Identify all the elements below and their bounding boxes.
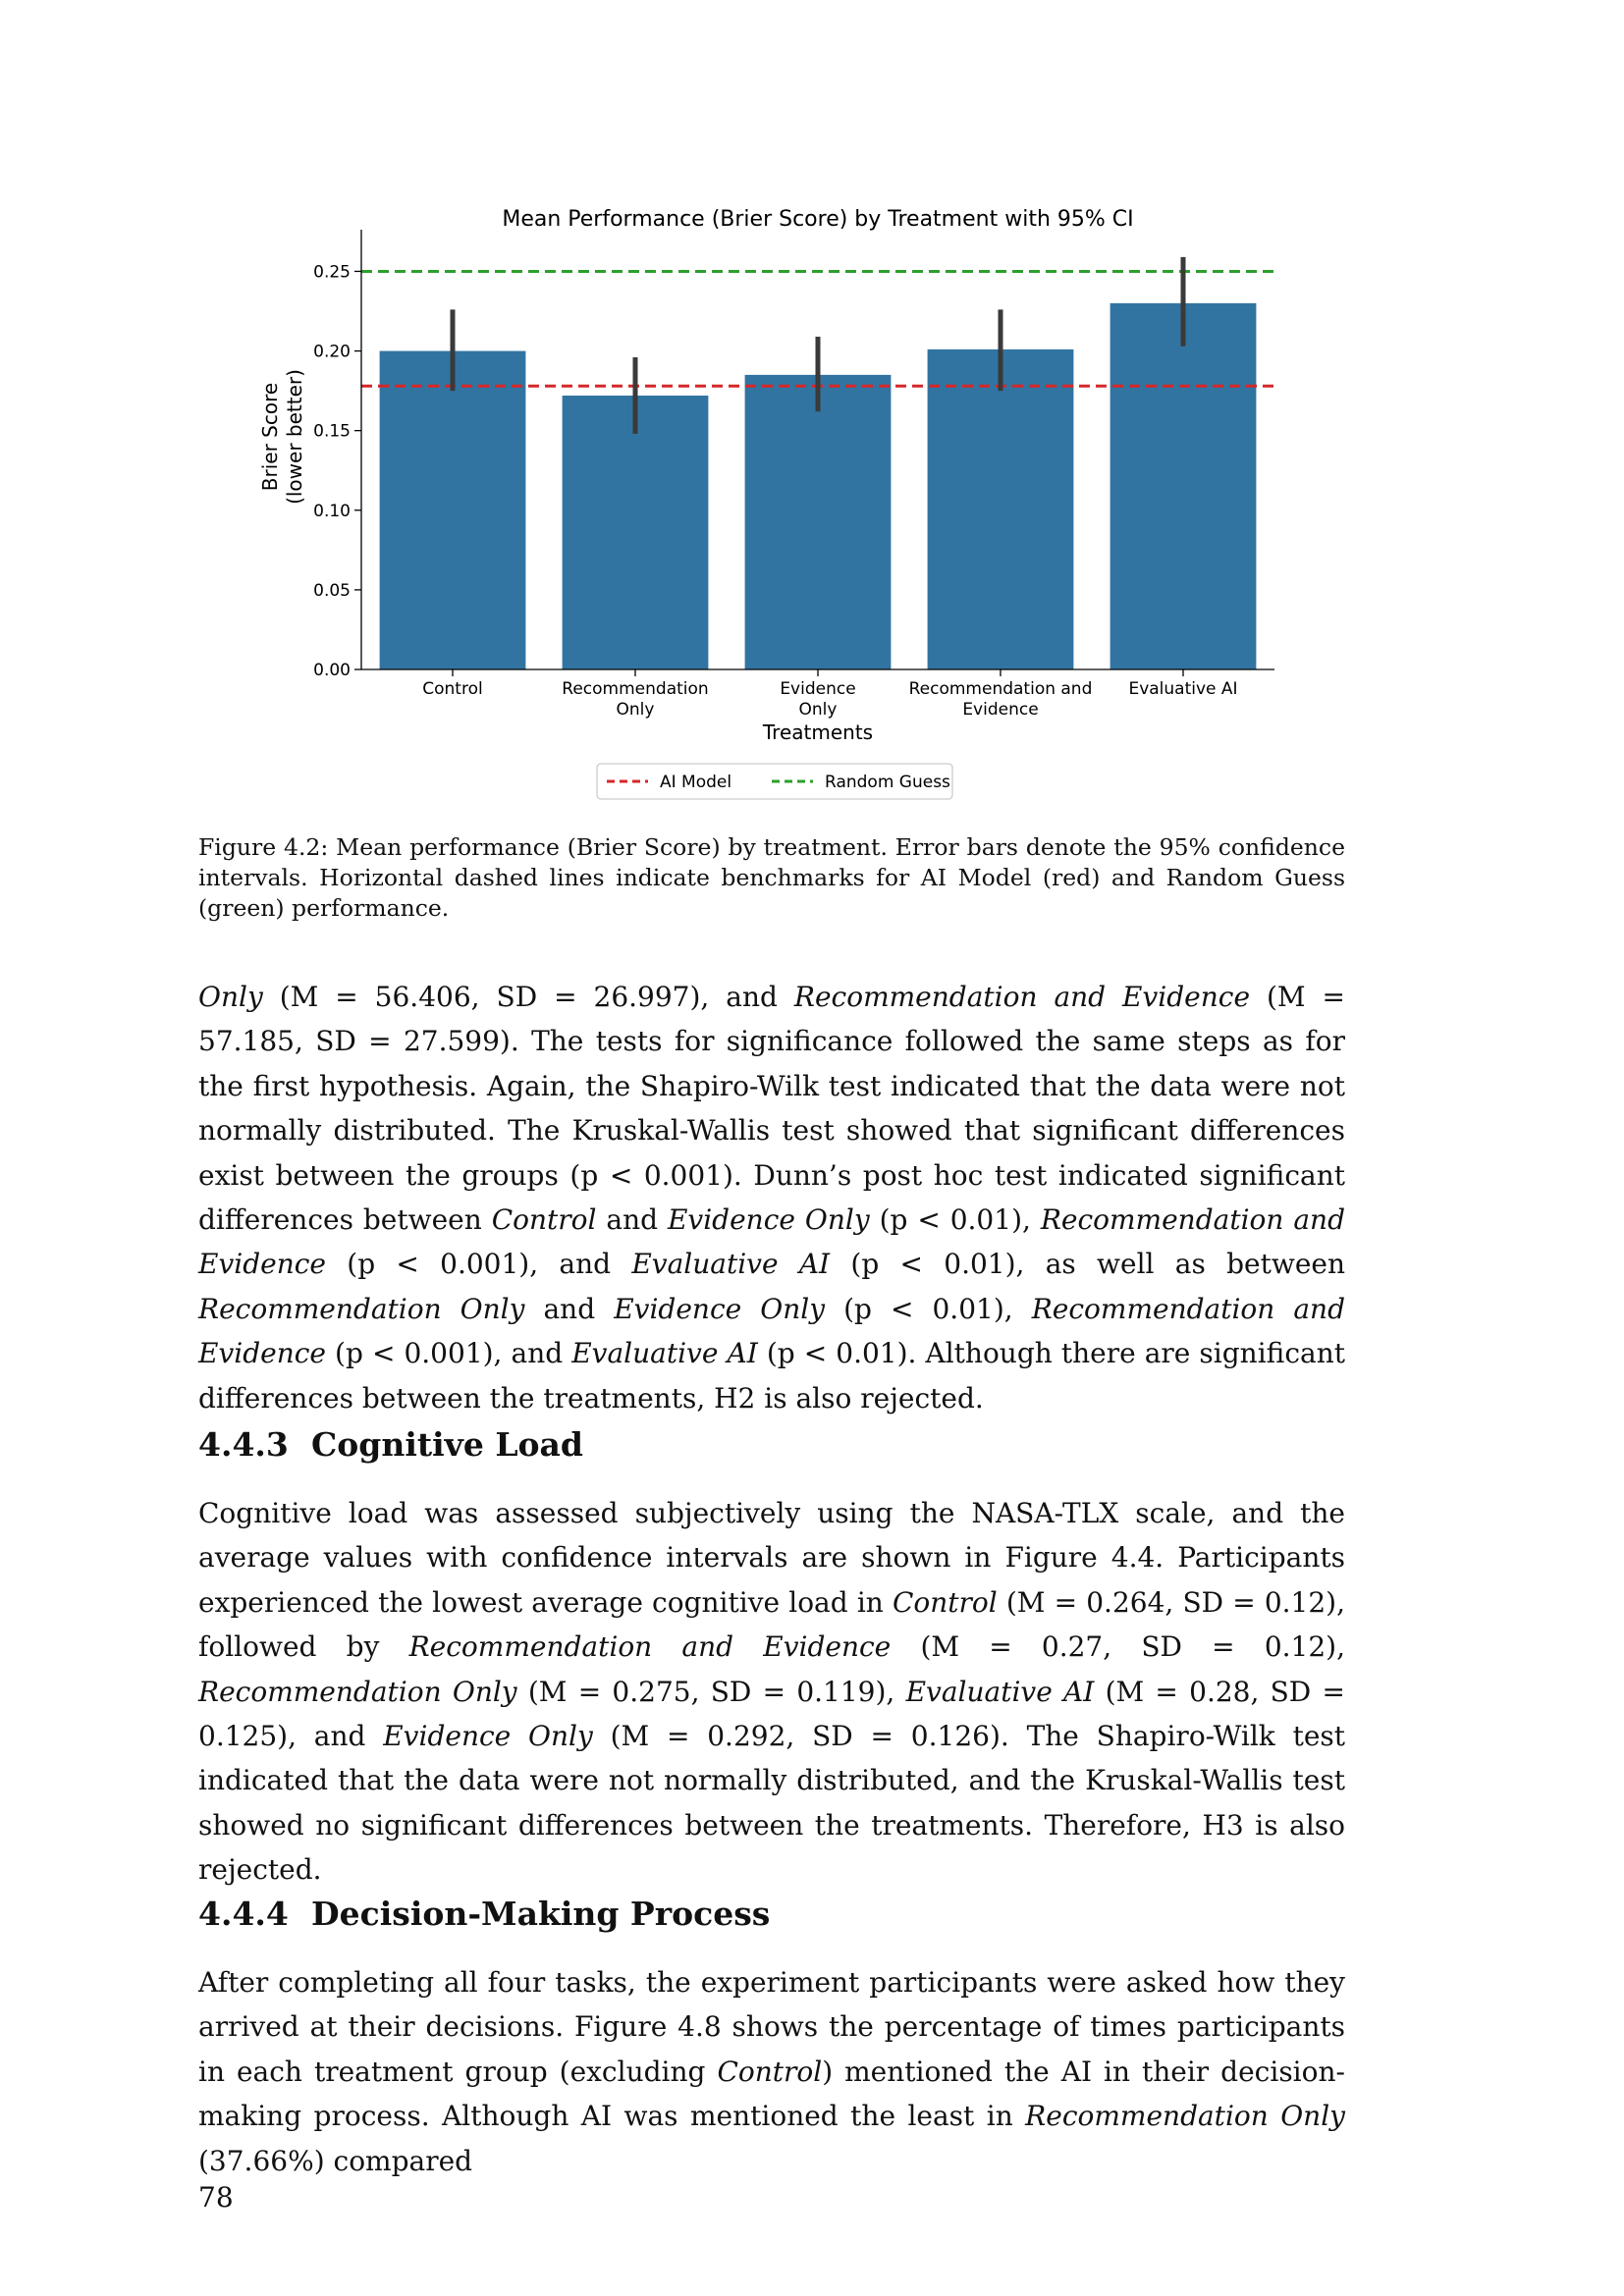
italic-term: Recommendation Only	[198, 1292, 525, 1325]
section-title: Cognitive Load	[311, 1425, 583, 1464]
y-axis-label-line: (lower better)	[283, 369, 306, 505]
text-run: (37.66%) compared	[198, 2144, 473, 2177]
text-run: (M = 57.185, SD = 27.599). The tests for significance followed the same steps as for the first hypothesis. Again, the Shapiro-Wilk test indicated that the data were not normally distributed. The Kruskal-Wallis test showed that significant differences exist between the groups (p < 0.001). Dunn’s post hoc test indicated significant differences between	[198, 981, 1346, 1237]
x-tick-label-line: Recommendation and	[908, 679, 1093, 699]
bar	[380, 351, 526, 669]
section-number: 4.4.3	[198, 1425, 289, 1464]
text-run: After completing all four tasks, the experiment participants were asked how they arrived at their decisions. Figure 4.8 shows the percentage of times participants in each treatment group (excluding	[198, 1966, 1345, 2088]
italic-term: Recommendation and Evidence	[408, 1630, 892, 1664]
italic-term: Control	[892, 1585, 998, 1619]
y-axis-label	[258, 369, 306, 505]
y-tick-label: 0.20	[313, 342, 351, 362]
text-run: (p < 0.01), as well as between	[830, 1248, 1345, 1281]
text-run: ) mentioned the AI in their decision-making process. Although AI was mentioned the least in	[198, 2055, 1345, 2133]
text-run: (M = 0.28, SD = 0.125), and	[198, 1675, 1345, 1753]
bar	[563, 396, 709, 669]
paragraph-decision-making	[198, 1960, 1345, 2183]
y-tick-label: 0.00	[313, 661, 351, 680]
x-tick-label-line: Only	[616, 700, 655, 720]
legend-label: AI Model	[660, 773, 732, 792]
text-run: and	[596, 1203, 668, 1237]
text-run: (p < 0.01),	[825, 1292, 1032, 1325]
text-run: (M = 0.292, SD = 0.126). The Shapiro-Wilk test indicated that the data were not normally distributed, and the Kruskal-Wallis test showed no significant differences between the treatments. Therefore, H3 is also rejected.	[198, 1720, 1346, 1887]
brier-score-bar-chart	[236, 196, 1316, 805]
y-tick-label: 0.05	[313, 580, 351, 601]
bar	[1110, 303, 1257, 669]
y-tick-label: 0.10	[313, 501, 351, 521]
italic-term: Evidence Only	[614, 1292, 826, 1325]
text-run: (p < 0.001), and	[326, 1248, 632, 1281]
italic-term: Control	[717, 2055, 823, 2088]
italic-term: Recommendation Only	[198, 1675, 517, 1708]
paragraph-cognitive-load	[198, 1491, 1345, 1893]
italic-term: Recommendation and Evidence	[198, 1203, 1345, 1281]
italic-term: Only	[198, 981, 263, 1013]
page-number: 78	[198, 2181, 234, 2214]
bar	[745, 375, 892, 669]
x-tick-label-line: Evaluative AI	[1128, 679, 1238, 699]
y-tick-label: 0.15	[313, 421, 351, 442]
italic-term: Evaluative AI	[905, 1675, 1095, 1708]
x-tick-label	[422, 679, 482, 699]
paragraph-h2-results	[198, 975, 1345, 1420]
x-tick-label-line: Recommendation	[562, 679, 709, 699]
text-run: Cognitive load was assessed subjectively using the NASA-TLX scale, and the average values with confidence intervals are shown in Figure 4.4. Participants experienced the lowest average cognitive load in	[198, 1497, 1345, 1619]
y-axis-label-line: Brier Score	[258, 382, 282, 492]
italic-term: Recommendation and Evidence	[793, 981, 1251, 1013]
x-tick-label	[909, 679, 1093, 720]
x-tick-label-line: Evidence	[962, 700, 1039, 720]
italic-term: Evidence Only	[383, 1720, 593, 1753]
x-tick-label	[562, 679, 708, 720]
text-run: and	[524, 1292, 615, 1325]
figure-caption: Figure 4.2: Mean performance (Brier Score) by treatment. Error bars denote the 95% confidence intervals. Horizontal dashed lines indicate benchmarks for AI Model (red) and Random Guess (green) performance.	[198, 833, 1345, 922]
section-heading-cognitive-load	[198, 1425, 583, 1464]
text-run: (p < 0.01),	[869, 1203, 1041, 1237]
section-heading-decision-making	[198, 1895, 770, 1933]
text-run: (M = 0.275, SD = 0.119),	[516, 1675, 906, 1708]
italic-term: Recommendation and Evidence	[198, 1292, 1346, 1370]
italic-term: Evaluative AI	[631, 1248, 831, 1281]
text-run: (M = 0.27, SD = 0.12),	[891, 1630, 1345, 1664]
text-run: (p < 0.01). Although there are significant differences between the treatments, H2 is also rejected.	[198, 1337, 1345, 1415]
x-tick-label-line: Control	[422, 679, 483, 699]
chart-title: Mean Performance (Brier Score) by Treatment with 95% CI	[502, 207, 1134, 232]
x-tick-label	[1128, 679, 1237, 699]
section-title: Decision-Making Process	[311, 1895, 771, 1933]
x-tick-label-line: Only	[798, 700, 838, 720]
x-tick-label	[780, 679, 855, 720]
text-run: (M = 0.264, SD = 0.12), followed by	[198, 1585, 1345, 1664]
italic-term: Recommendation Only	[1025, 2100, 1345, 2133]
italic-term: Control	[491, 1203, 597, 1237]
text-run: (M = 56.406, SD = 26.997), and	[262, 981, 794, 1013]
x-tick-label-line: Evidence	[780, 679, 856, 699]
y-tick-label: 0.25	[313, 262, 351, 283]
text-run: (p < 0.001), and	[326, 1337, 572, 1370]
bar	[928, 349, 1074, 669]
x-axis-label: Treatments	[762, 721, 874, 744]
section-number: 4.4.4	[198, 1895, 289, 1933]
italic-term: Evaluative AI	[571, 1337, 758, 1370]
legend-label: Random Guess	[825, 773, 950, 792]
italic-term: Evidence Only	[667, 1203, 870, 1237]
